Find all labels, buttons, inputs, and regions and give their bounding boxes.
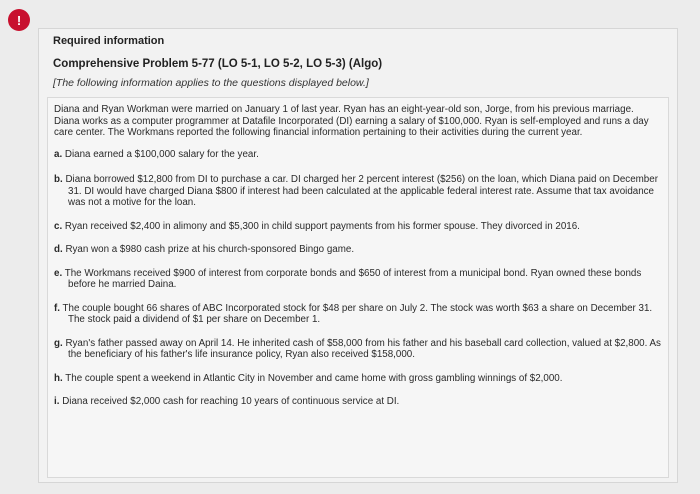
item-text: Diana earned a $100,000 salary for the year.: [64, 148, 259, 160]
item-text: Ryan received $2,400 in alimony and $5,300 in child support payments from his former spouse. They divorced in 2016.: [64, 220, 580, 232]
instruction-note: [The following information applies to the questions displayed below.]: [53, 77, 369, 89]
item-letter: a.: [54, 148, 63, 160]
item-letter: e.: [54, 267, 63, 279]
problem-title: Comprehensive Problem 5-77 (LO 5-1, LO 5-2, LO 5-3) (Algo): [53, 58, 383, 70]
item-letter: f.: [54, 302, 60, 314]
list-item: [54, 221, 662, 233]
item-text: Ryan's father passed away on April 14. He inherited cash of $58,000 from his father and his baseball card collection, valued at $2,800. As the beneficiary of his father's life insurance policy, Ryan also received $158,000.: [65, 337, 661, 360]
problem-details: [47, 97, 669, 478]
alert-icon: !: [8, 9, 30, 31]
list-item: [54, 303, 662, 326]
item-letter: c.: [54, 220, 63, 232]
intro-paragraph: Diana and Ryan Workman were married on January 1 of last year. Ryan has an eight-year-old son, Jorge, from his previous marriage. Diana works as a computer programmer at Datafile Incorporated (DI) earning a salary of $100,000. Ryan is self-employed and runs a day care center. The Workmans reported the following financial information pertaining to their activities during the current year.: [54, 104, 649, 138]
item-letter: d.: [54, 244, 63, 255]
item-text: The couple spent a weekend in Atlantic City in November and came home with gross gambling winnings of $2,000.: [65, 372, 563, 384]
item-letter: g.: [54, 337, 63, 349]
list-item: [54, 373, 662, 385]
list-item: [54, 244, 662, 256]
item-text: The Workmans received $900 of interest from corporate bonds and $650 of interest from a municipal bond. Ryan owned these bonds before he married Daina.: [64, 267, 642, 290]
list-item: [54, 268, 662, 291]
item-letter: b.: [54, 174, 63, 185]
item-letter: i.: [54, 396, 60, 407]
item-text: Ryan won a $980 cash prize at his church-sponsored Bingo game.: [65, 244, 355, 255]
item-text: Diana borrowed $12,800 from DI to purchase a car. DI charged her 2 percent interest ($256) on the loan, which Diana paid on December 31. DI would have charged Diana $800 if interest had been calculated at the applicable federal interest rate. Assume that tax avoidance was not a motive for the loan.: [65, 174, 658, 208]
item-text: Diana received $2,000 cash for reaching 10 years of continuous service at DI.: [62, 396, 400, 407]
list-item: [54, 396, 662, 408]
required-information-heading: Required information: [53, 35, 165, 47]
question-card: [38, 28, 678, 483]
list-item: [54, 174, 662, 209]
list-item: [54, 338, 662, 361]
list-item: [54, 149, 662, 161]
item-letter: h.: [54, 372, 63, 384]
item-text: The couple bought 66 shares of ABC Incorporated stock for $48 per share on July 2. The stock was worth $63 a share on December 31. The stock paid a dividend of $1 per share on December 1.: [62, 302, 653, 325]
